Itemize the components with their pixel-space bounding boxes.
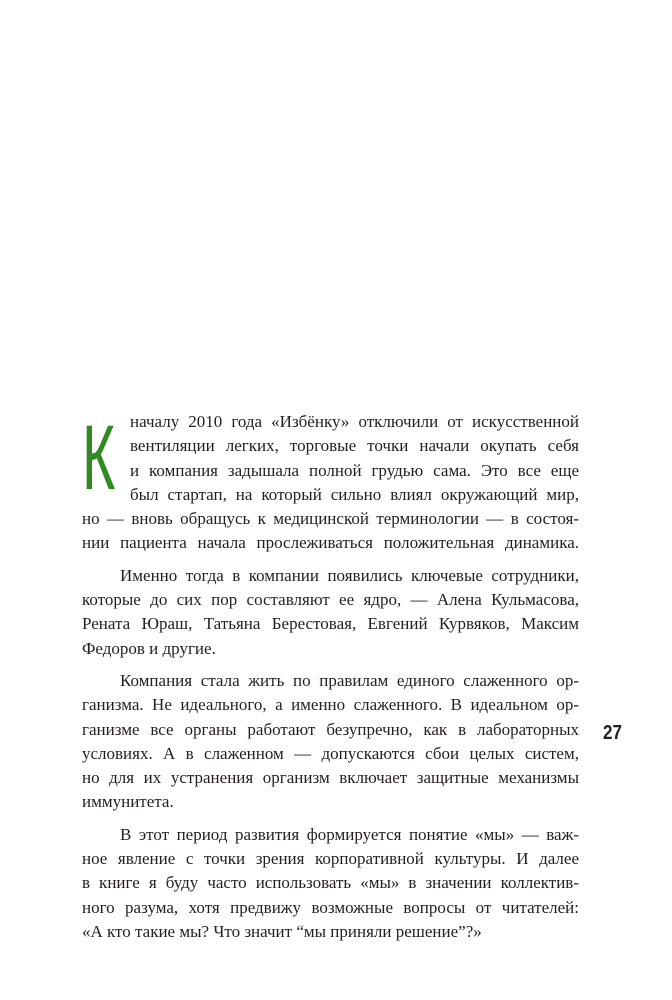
page-number: 27 — [603, 722, 622, 744]
text-line: нии пациента начала прослеживаться положительная динамика. — [82, 533, 579, 553]
text-line: В этот период развития формируется понятие «мы» — важ- — [120, 824, 579, 844]
text-line: Именно тогда в компании появились ключевые сотрудники, — [120, 565, 579, 585]
text-line: но для их устранения организм включает защитные механизмы — [82, 768, 579, 788]
text-line: началу 2010 года «Избёнку» отключили от искусственной — [130, 412, 579, 431]
text-line: Компания стала жить по правилам единого слаженного ор- — [120, 670, 579, 690]
text-line: условиях. А в слаженном — допускаются сбои целых систем, — [82, 743, 579, 763]
text-line: в книге я буду часто использовать «мы» в значении коллектив- — [82, 873, 579, 893]
text-line: вентиляции легких, торговые точки начали окупать себя — [130, 436, 579, 456]
drop-cap-letter: К — [82, 407, 116, 509]
text-line: Федоров и другие. — [82, 638, 216, 658]
paragraph-3 — [82, 669, 579, 815]
text-line: Рената Юраш, Татьяна Берестовая, Евгений Курвяков, Максим — [82, 614, 579, 634]
body-text — [82, 407, 579, 952]
text-line: которые до сих пор составляют ее ядро, — Алена Кульмасова, — [82, 590, 579, 610]
text-line: ганизма. Не идеального, а именно слаженного. В идеальном ор- — [82, 695, 579, 715]
text-line: и компания задышала полной грудью сама. Это все еще — [130, 460, 579, 480]
text-line: ное явление с точки зрения корпоративной культуры. И далее — [82, 849, 579, 869]
paragraph-1 — [82, 407, 579, 556]
paragraph-2 — [82, 564, 579, 661]
text-line: ного разума, хотя предвижу возможные вопросы от читателей: — [82, 897, 579, 917]
text-line: ганизме все органы работают безупречно, как в лабораторных — [82, 719, 579, 739]
text-line: был стартап, на который сильно влиял окружающий мир, — [130, 484, 579, 504]
text-line: «А кто такие мы? Что значит “мы приняли решение”?» — [82, 921, 482, 941]
text-line: иммунитета. — [82, 792, 174, 812]
paragraph-4 — [82, 823, 579, 944]
text-line: но — вновь обращусь к медицинской терминологии — в состоя- — [82, 509, 579, 529]
